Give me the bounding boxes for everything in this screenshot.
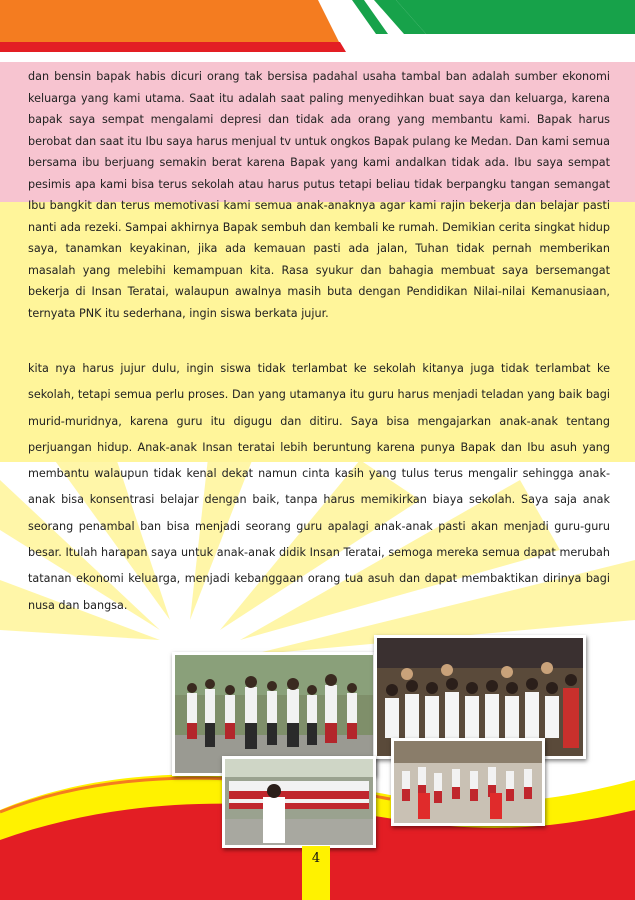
page-number: 4 (311, 851, 321, 866)
header-stripes (0, 0, 635, 62)
body-text-2 (28, 356, 610, 619)
paragraph-1: dan bensin bapak habis dicuri orang tak bersisa padahal usaha tambal ban adalah sumber ekonomi keluarga yang kami utama. Saat itu adalah saat paling menyedihkan buat saya dan keluarga, karena bapak saya sempat mengalami depresi dan tidak ada orang yang membantu kami. Bapak harus berobat dan saat itu Ibu saya harus menjual tv untuk ongkos Bapak pulang ke Medan. Dan kami semua bersama ibu berjuang semakin berat karena Bapak yang kami andalkan tidak ada. Ibu saya sempat pesimis apa kami bisa terus sekolah atau harus putus tetapi beliau tidak berpangku tangan semangat Ibu bangkit dan terus memotivasi kami semua anak-anaknya agar kami rajin bekerja dan belajar pasti nanti ada rezeki. Sampai akhirnya Bapak sembuh dan kembali ke rumah. Demikian cerita singkat hidup saya, tanamkan keyakinan, jika ada kemauan pasti ada jalan, Tuhan tidak pernah memberikan masalah yang melebihi kemampuan kita. Rasa syukur dan bahagia membuat saya bersemangat bekerja di Insan Teratai, walaupun awalnya masih buta dengan Pendidikan Nilai-nilai Kemanusiaan, ternyata PNK itu sederhana, ingin siswa berkata jujur. (28, 70, 610, 320)
body-text-1 (28, 66, 610, 324)
paragraph-2: kita nya harus jujur dulu, ingin siswa tidak terlambat ke sekolah kitanya juga tidak terlambat ke sekolah, tetapi semua perlu proses. Dan yang utamanya itu guru harus menjadi teladan yang baik bagi murid-muridnya, karena guru itu digugu dan ditiru. Saya bisa mengajarkan anak-anak tentang perjuangan hidup. Anak-anak Insan teratai lebih beruntung karena punya Bapak dan Ibu asuh yang membantu walaupun tidak kenal dekat namun cinta kasih yang tulus terus mengalir sehingga anak-anak bisa konsentrasi belajar dengan baik, tanpa harus memikirkan biaya sekolah. Saya saja anak seorang penambal ban bisa menjadi seorang guru apalagi anak-anak pasti akan menjadi guru-guru besar. Itulah harapan saya untuk anak-anak didik Insan Teratai, semoga mereka semua dapat merubah tatanan ekonomi keluarga, menjadi kebanggaan orang tua asuh dan dapat membaktikan dirinya bagi nusa dan bangsa. (28, 362, 610, 612)
photo-field-assembly (222, 756, 376, 848)
photo-students-dancing (391, 738, 545, 826)
